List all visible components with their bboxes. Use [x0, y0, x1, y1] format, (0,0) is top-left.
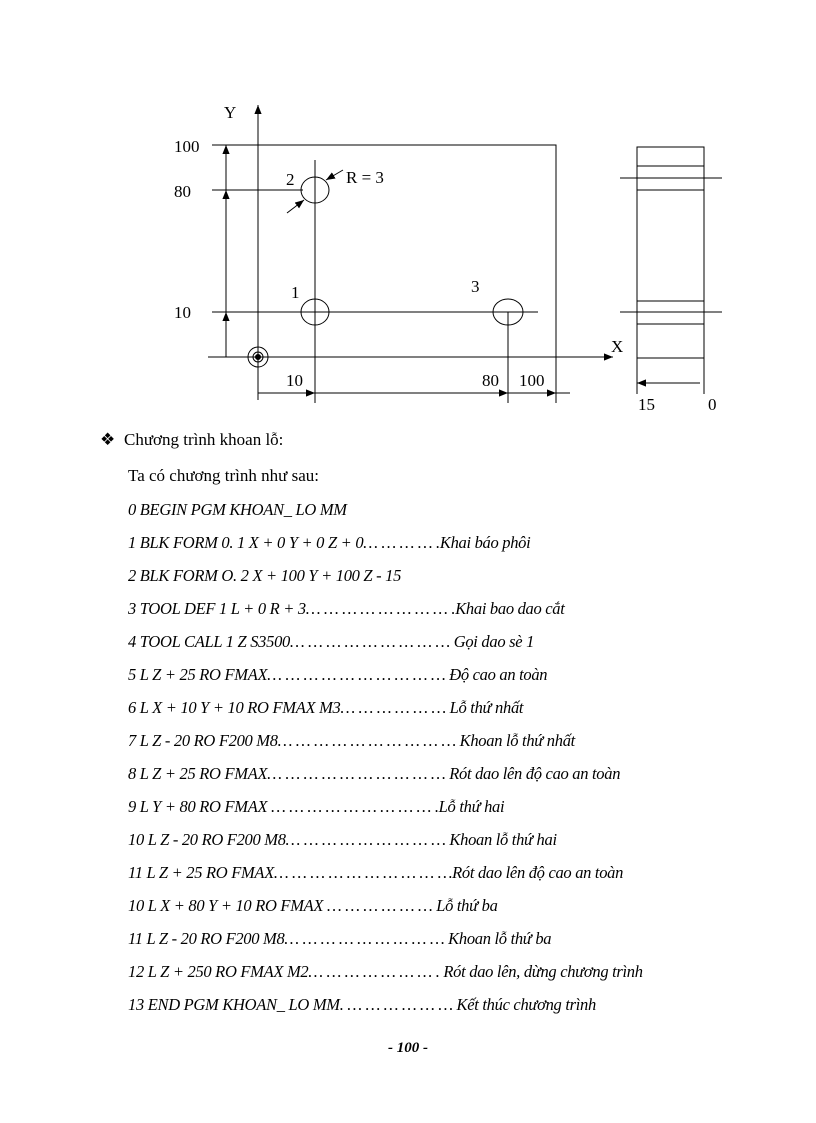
y-dim-label-80: 80: [174, 182, 191, 201]
side-view-outline: [637, 147, 704, 358]
hole-label-2: 2: [286, 170, 295, 189]
intro-text: Ta có chương trình như sau:: [128, 466, 319, 485]
program-line: 10 L X + 80 Y + 10 RO FMAX … … … … … … Lỗ thứ ba: [128, 896, 498, 915]
front-view: [208, 105, 613, 403]
origin-dot: [256, 355, 261, 360]
program-line: 0 BEGIN PGM KHOAN_ LO MM: [128, 500, 347, 519]
program-line: 2 BLK FORM O. 2 X + 100 Y + 100 Z - 15: [128, 566, 402, 585]
program-line: 9 L Y + 80 RO FMAX … … … … … … … … … .Lỗ thứ hai: [128, 797, 505, 816]
side-view: [620, 147, 722, 394]
program-line: 12 L Z + 250 RO FMAX M2… … … … … … … . Rót dao lên, dừng chương trình: [128, 962, 643, 981]
radius-leader-bottom: [287, 200, 304, 213]
program-line: 1 BLK FORM 0. 1 X + 0 Y + 0 Z + 0… … … … .Khai báo phôi: [128, 533, 531, 552]
program-line: 10 L Z - 20 RO F200 M8… … … … … … … … … Khoan lỗ thứ hai: [128, 830, 557, 849]
section-heading-text: Chương trình khoan lỗ:: [124, 430, 284, 449]
program-line: 6 L X + 10 Y + 10 RO FMAX M3… … … … … … Lỗ thứ nhất: [128, 698, 524, 717]
program-line: 3 TOOL DEF 1 L + 0 R + 3… … … … … … … … .Khai bao dao cắt: [128, 599, 565, 618]
technical-drawing: [0, 0, 816, 420]
side-dim-label-15: 15: [638, 395, 655, 414]
program-line: 5 L Z + 25 RO FMAX… … … … … … … … … … Độ cao an toàn: [128, 665, 548, 684]
hole-label-3: 3: [471, 277, 480, 296]
program-line: 11 L Z + 25 RO FMAX… … … … … … … … … …Rót dao lên độ cao an toàn: [128, 863, 624, 882]
x-dim-label-80: 80: [482, 371, 499, 390]
axis-x-label: X: [611, 337, 624, 356]
x-dim-label-100: 100: [519, 371, 545, 390]
program-line: 11 L Z - 20 RO F200 M8… … … … … … … … … Khoan lỗ thứ ba: [128, 929, 552, 948]
radius-leader-top: [326, 170, 343, 180]
nc-program-listing: [128, 499, 643, 1027]
y-dim-label-10: 10: [174, 303, 191, 322]
program-line: 8 L Z + 25 RO FMAX… … … … … … … … … … Rót dao lên độ cao an toàn: [128, 764, 621, 783]
side-dim-label-0: 0: [708, 395, 717, 414]
axis-y-label: Y: [224, 103, 237, 122]
program-line: 7 L Z - 20 RO F200 M8… … … … … … … … … … Khoan lỗ thứ nhất: [128, 731, 575, 750]
program-line: 4 TOOL CALL 1 Z S3500… … … … … … … … … Gọi dao sè 1: [128, 632, 535, 651]
y-dim-label-100: 100: [174, 137, 200, 156]
page-number: - 100 -: [388, 1040, 428, 1056]
diamond-bullet-icon: ❖: [100, 430, 116, 449]
x-dim-label-10: 10: [286, 371, 303, 390]
section-heading: [100, 430, 283, 450]
hole-label-1: 1: [291, 283, 300, 302]
radius-label: R = 3: [346, 168, 384, 187]
program-line: 13 END PGM KHOAN_ LO MM. … … … … … … Kết thúc chương trình: [128, 995, 596, 1014]
figure-labels: [174, 103, 717, 414]
